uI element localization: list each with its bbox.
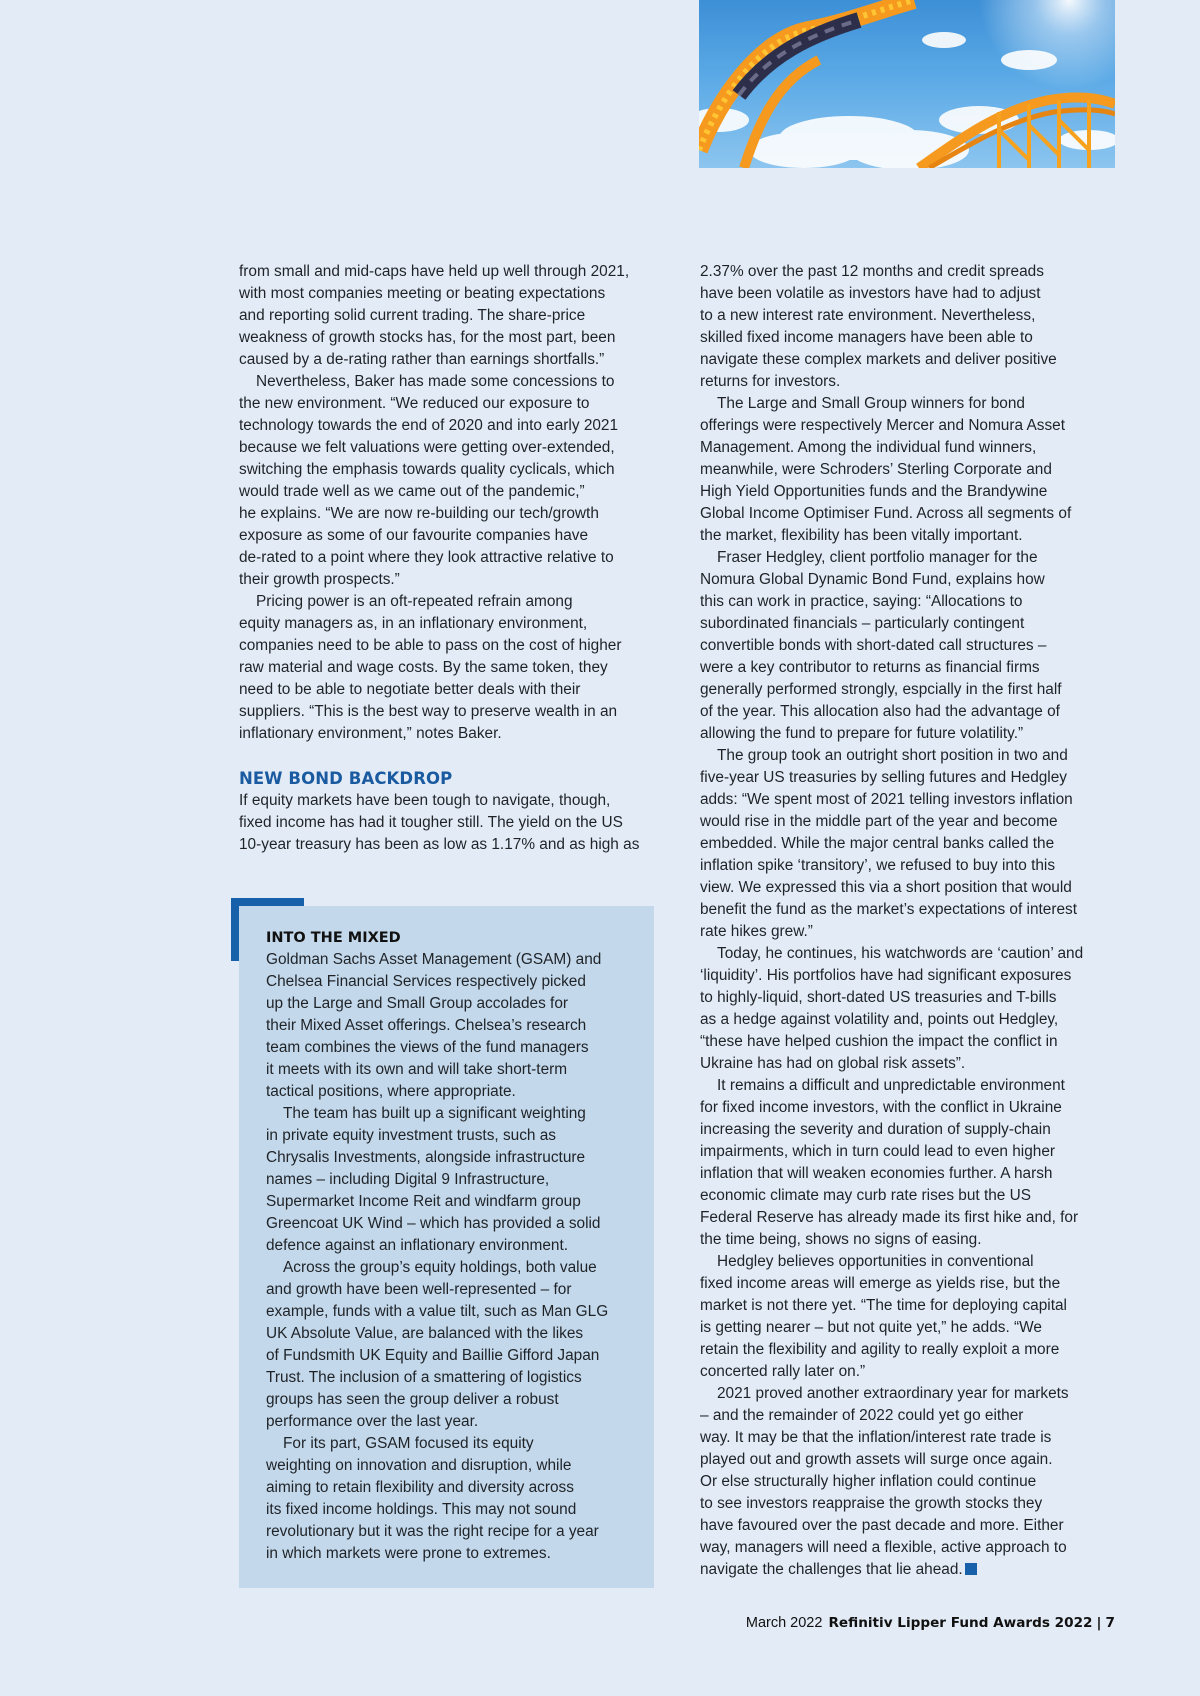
text-line: it meets with its own and will take short-term [266, 1061, 568, 1078]
text-line: Trust. The inclusion of a smattering of logistics [266, 1369, 582, 1386]
text-line: The team has built up a significant weighting [283, 1105, 586, 1122]
text-line: Chrysalis Investments, alongside infrastructure [266, 1149, 586, 1166]
text-line: defence against an inflationary environment. [266, 1237, 569, 1254]
text-line: Ukraine has had on global risk assets”. [700, 1055, 966, 1072]
text-line: technology towards the end of 2020 and into early 2021 [239, 417, 619, 434]
text-line: in which markets were prone to extremes. [266, 1545, 551, 1562]
text-line: the time being, shows no signs of easing. [700, 1231, 982, 1248]
text-line [700, 1559, 1115, 1581]
text-line: rate hikes grew.” [700, 923, 813, 940]
text-line: fixed income has had it tougher still. The yield on the US [239, 814, 623, 831]
text-line: five-year US treasuries by selling futures and Hedgley [700, 769, 1067, 786]
text-line: of the year. This allocation also had the advantage of [700, 703, 1060, 720]
text-line: in private equity investment trusts, such as [266, 1127, 556, 1144]
text-line: The group took an outright short position in two and [717, 747, 1068, 764]
text-line: The Large and Small Group winners for bond [717, 395, 1025, 412]
text-line: Management. Among the individual fund winners, [700, 439, 1037, 456]
text-line: navigate these complex markets and deliver positive [700, 351, 1057, 368]
text-line: and growth have been well-represented – for [266, 1281, 572, 1298]
text-line: It remains a difficult and unpredictable environment [717, 1077, 1065, 1094]
text-line: played out and growth assets will surge once again. [700, 1451, 1053, 1468]
text-line: as a hedge against volatility and, points out Hedgley, [700, 1011, 1059, 1028]
text-line: from small and mid-caps have held up well through 2021, [239, 263, 630, 280]
page-footer [746, 1613, 1115, 1633]
text-line: to highly-liquid, short-dated US treasuries and T-bills [700, 989, 1057, 1006]
text-line-content: navigate the challenges that lie ahead. [700, 1561, 963, 1578]
text-line: team combines the views of the fund managers [266, 1039, 589, 1056]
text-line: and reporting solid current trading. The share-price [239, 307, 586, 324]
text-line: subordinated financials – particularly contingent [700, 615, 1025, 632]
text-line: for fixed income investors, with the conflict in Ukraine [700, 1099, 1062, 1116]
text-line: For its part, GSAM focused its equity [283, 1435, 534, 1452]
text-line: Greencoat UK Wind – which has provided a solid [266, 1215, 601, 1232]
text-line: performance over the last year. [266, 1413, 479, 1430]
text-line: tactical positions, where appropriate. [266, 1083, 516, 1100]
box-corner-accent-top [231, 898, 304, 906]
text-line: way, managers will need a flexible, active approach to [700, 1539, 1067, 1556]
text-line: inflation that will weaken economies further. A harsh [700, 1165, 1053, 1182]
text-line: exposure as some of our favourite companies have [239, 527, 589, 544]
text-line: would rise in the middle part of the year and become [700, 813, 1058, 830]
text-line: companies need to be able to pass on the cost of higher [239, 637, 622, 654]
footer-date: March 2022 [745, 1615, 823, 1631]
left-column [239, 261, 654, 856]
box-corner-accent-left [231, 898, 239, 961]
text-line: skilled fixed income managers have been able to [700, 329, 1033, 346]
text-line: names – including Digital 9 Infrastructure, [266, 1171, 550, 1188]
text-line: “these have helped cushion the impact the conflict in [700, 1033, 1058, 1050]
text-line: Or else structurally higher inflation could continue [700, 1473, 1037, 1490]
text-line: ‘liquidity’. His portfolios have had significant exposures [700, 967, 1072, 984]
text-line: this can work in practice, saying: “Allocations to [700, 593, 1023, 610]
text-line: Across the group’s equity holdings, both value [283, 1259, 597, 1276]
text-line: benefit the fund as the market’s expectations of interest [700, 901, 1078, 918]
text-line: 10-year treasury has been as low as 1.17% and as high as [239, 836, 640, 853]
text-line: fixed income areas will emerge as yields rise, but the [700, 1275, 1061, 1292]
text-line: to a new interest rate environment. Nevertheless, [700, 307, 1036, 324]
text-line: impairments, which in turn could lead to even higher [700, 1143, 1056, 1160]
text-line: view. We expressed this via a short position that would [700, 879, 1072, 896]
text-line: were a key contributor to returns as financial firms [700, 659, 1040, 676]
text-line: the market, flexibility has been vitally important. [700, 527, 1023, 544]
text-line: need to be able to negotiate better deals with their [239, 681, 581, 698]
footer-publication: Refinitiv Lipper Fund Awards 2022 [828, 1615, 1093, 1631]
text-line: Supermarket Income Reit and windfarm group [266, 1193, 581, 1210]
text-line: Federal Reserve has already made its first hike and, for [700, 1209, 1079, 1226]
text-line: up the Large and Small Group accolades for [266, 995, 569, 1012]
text-line: suppliers. “This is the best way to preserve wealth in an [239, 703, 618, 720]
text-line: Nomura Global Dynamic Bond Fund, explains how [700, 571, 1045, 588]
text-line: weakness of growth stocks has, for the most part, been [239, 329, 616, 346]
text-line: he explains. “We are now re-building our tech/growth [239, 505, 599, 522]
right-column [700, 261, 1115, 1581]
sidebar-box-body [266, 949, 646, 1565]
text-line: If equity markets have been tough to navigate, though, [239, 792, 611, 809]
text-line: economic climate may curb rate rises but the US [700, 1187, 1032, 1204]
page-number: 7 [1105, 1615, 1115, 1631]
text-line: have favoured over the past decade and more. Either [700, 1517, 1064, 1534]
text-line: because we felt valuations were getting over-extended, [239, 439, 615, 456]
text-line: Nevertheless, Baker has made some concessions to [256, 373, 615, 390]
text-line: raw material and wage costs. By the same token, they [239, 659, 608, 676]
text-line: retain the flexibility and agility to really exploit a more [700, 1341, 1060, 1358]
text-line: generally performed strongly, espcially in the first half [700, 681, 1062, 698]
text-line: is getting nearer – but not quite yet,” he adds. “We [700, 1319, 1042, 1336]
text-line: Global Income Optimiser Fund. Across all segments of [700, 505, 1072, 522]
text-line: example, funds with a value tilt, such as Man GLG [266, 1303, 609, 1320]
text-line: way. It may be that the inflation/interest rate trade is [700, 1429, 1052, 1446]
text-line: inflationary environment,” notes Baker. [239, 725, 502, 742]
text-line: – and the remainder of 2022 could yet go either [700, 1407, 1024, 1424]
sidebar-box-title: INTO THE MIXED [266, 930, 401, 946]
footer-separator: | [1096, 1615, 1102, 1631]
text-line: Pricing power is an oft-repeated refrain among [256, 593, 573, 610]
text-line: with most companies meeting or beating expectations [239, 285, 606, 302]
text-line: convertible bonds with short-dated call structures – [700, 637, 1047, 654]
text-line: revolutionary but it was the right recipe for a year [266, 1523, 599, 1540]
text-line: the new environment. “We reduced our exposure to [239, 395, 590, 412]
text-line: meanwhile, were Schroders’ Sterling Corporate and [700, 461, 1052, 478]
text-line: to see investors reappraise the growth stocks they [700, 1495, 1043, 1512]
text-line: market is not there yet. “The time for deploying capital [700, 1297, 1067, 1314]
text-line: switching the emphasis towards quality cyclicals, which [239, 461, 615, 478]
text-line: Goldman Sachs Asset Management (GSAM) and [266, 951, 602, 968]
text-line: returns for investors. [700, 373, 841, 390]
text-line: de-rated to a point where they look attractive relative to [239, 549, 614, 566]
text-line: allowing the fund to prepare for future volatility.” [700, 725, 1024, 742]
sidebar-box-content [266, 927, 646, 1565]
text-line: of Fundsmith UK Equity and Baillie Gifford Japan [266, 1347, 600, 1364]
text-line: their Mixed Asset offerings. Chelsea’s research [266, 1017, 587, 1034]
text-line: caused by a de-rating rather than earnings shortfalls.” [239, 351, 605, 368]
text-line: groups has seen the group deliver a robust [266, 1391, 559, 1408]
text-line: increasing the severity and duration of supply-chain [700, 1121, 1051, 1138]
text-line: aiming to retain flexibility and diversity across [266, 1479, 574, 1496]
text-line: would trade well as we came out of the pandemic,” [239, 483, 585, 500]
text-line: equity managers as, in an inflationary environment, [239, 615, 588, 632]
text-line: adds: “We spent most of 2021 telling investors inflation [700, 791, 1073, 808]
text-line: weighting on innovation and disruption, while [266, 1457, 572, 1474]
text-line: embedded. While the major central banks called the [700, 835, 1055, 852]
text-line: 2021 proved another extraordinary year for markets [717, 1385, 1069, 1402]
text-line: UK Absolute Value, are balanced with the likes [266, 1325, 584, 1342]
end-of-article-square-icon [965, 1563, 977, 1575]
text-line: 2.37% over the past 12 months and credit spreads [700, 263, 1044, 280]
text-line: its fixed income holdings. This may not sound [266, 1501, 577, 1518]
text-line: concerted rally later on.” [700, 1363, 866, 1380]
rollercoaster-photo [699, 0, 1115, 168]
text-line: their growth prospects.” [239, 571, 400, 588]
text-line: Today, he continues, his watchwords are ‘caution’ and [717, 945, 1084, 962]
text-line: Chelsea Financial Services respectively picked [266, 973, 586, 990]
text-line: Hedgley believes opportunities in conventional [717, 1253, 1034, 1270]
text-line: Fraser Hedgley, client portfolio manager for the [717, 549, 1038, 566]
text-line: offerings were respectively Mercer and Nomura Asset [700, 417, 1065, 434]
text-line: have been volatile as investors have had to adjust [700, 285, 1041, 302]
text-line: High Yield Opportunities funds and the Brandywine [700, 483, 1048, 500]
text-line: inflation spike ‘transitory’, we refused to buy into this [700, 857, 1056, 874]
section-heading: NEW BOND BACKDROP [239, 769, 453, 788]
